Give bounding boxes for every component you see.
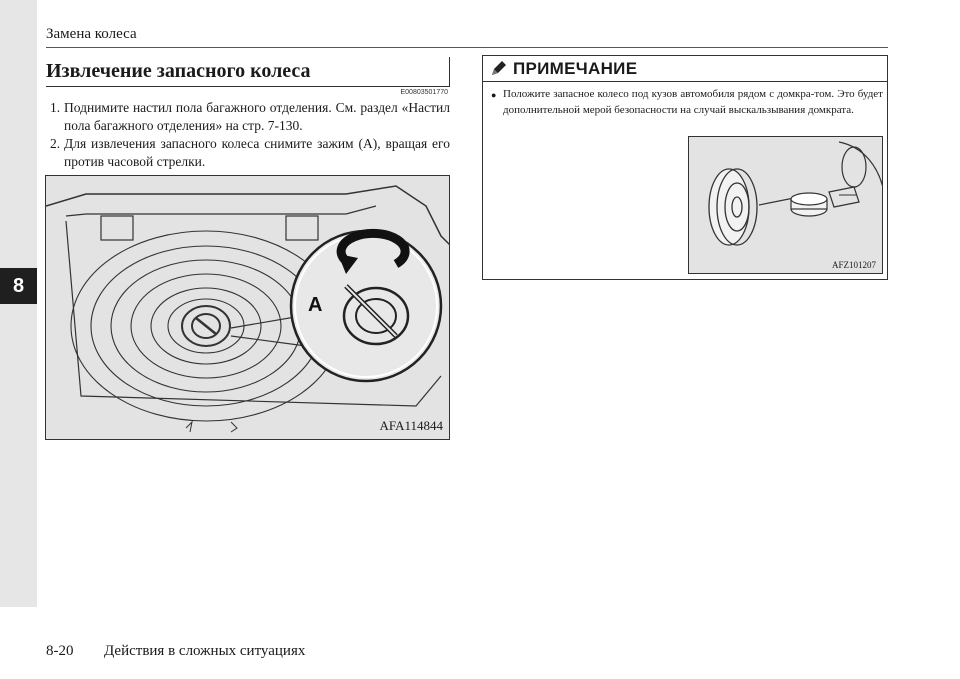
note-title: ПРИМЕЧАНИЕ <box>513 58 638 78</box>
instruction-steps <box>50 99 450 171</box>
figure-id-label: AFA114844 <box>379 418 443 433</box>
step-text: Поднимите настил пола багажного отделения. См. раздел «Настил пола багажного отделения» на стр. 7-130. <box>64 100 450 133</box>
chapter-title: Действия в сложных ситуациях <box>104 643 306 659</box>
step-number: 2. <box>50 136 61 151</box>
spare-wheel-illustration <box>46 176 450 440</box>
spare-wheel-figure <box>45 175 450 440</box>
figure-id-label: AFZ101207 <box>831 260 876 270</box>
chapter-tab <box>0 268 37 304</box>
step-text: Для извлечения запасного колеса снимите зажим (A), вращая его против часовой стрелки. <box>64 136 450 169</box>
bullet-icon: ● <box>491 90 497 100</box>
note-box <box>482 55 888 280</box>
jack-wheel-figure <box>688 136 883 274</box>
step-2 <box>50 135 450 171</box>
jack-wheel-illustration <box>689 137 883 274</box>
step-number: 1. <box>50 100 61 115</box>
page-number: 8-20 <box>46 643 74 659</box>
chapter-tab-number: 8 <box>12 274 25 297</box>
note-header <box>483 56 887 82</box>
section-code-wrap <box>46 0 450 100</box>
section-title: Извлечение запасного колеса <box>46 60 311 82</box>
section-code: E00803501770 <box>400 89 448 96</box>
note-pencil-icon <box>489 60 507 78</box>
running-title: Замена колеса <box>46 26 137 42</box>
note-text: Положите запасное колесо под кузов автомобиля рядом с домкра-том. Это будет дополнительной мерой безопасности на случай выскальзывания домкрата. <box>503 88 883 116</box>
note-body <box>491 86 883 118</box>
callout-a: A <box>308 294 323 316</box>
step-1 <box>50 99 450 135</box>
